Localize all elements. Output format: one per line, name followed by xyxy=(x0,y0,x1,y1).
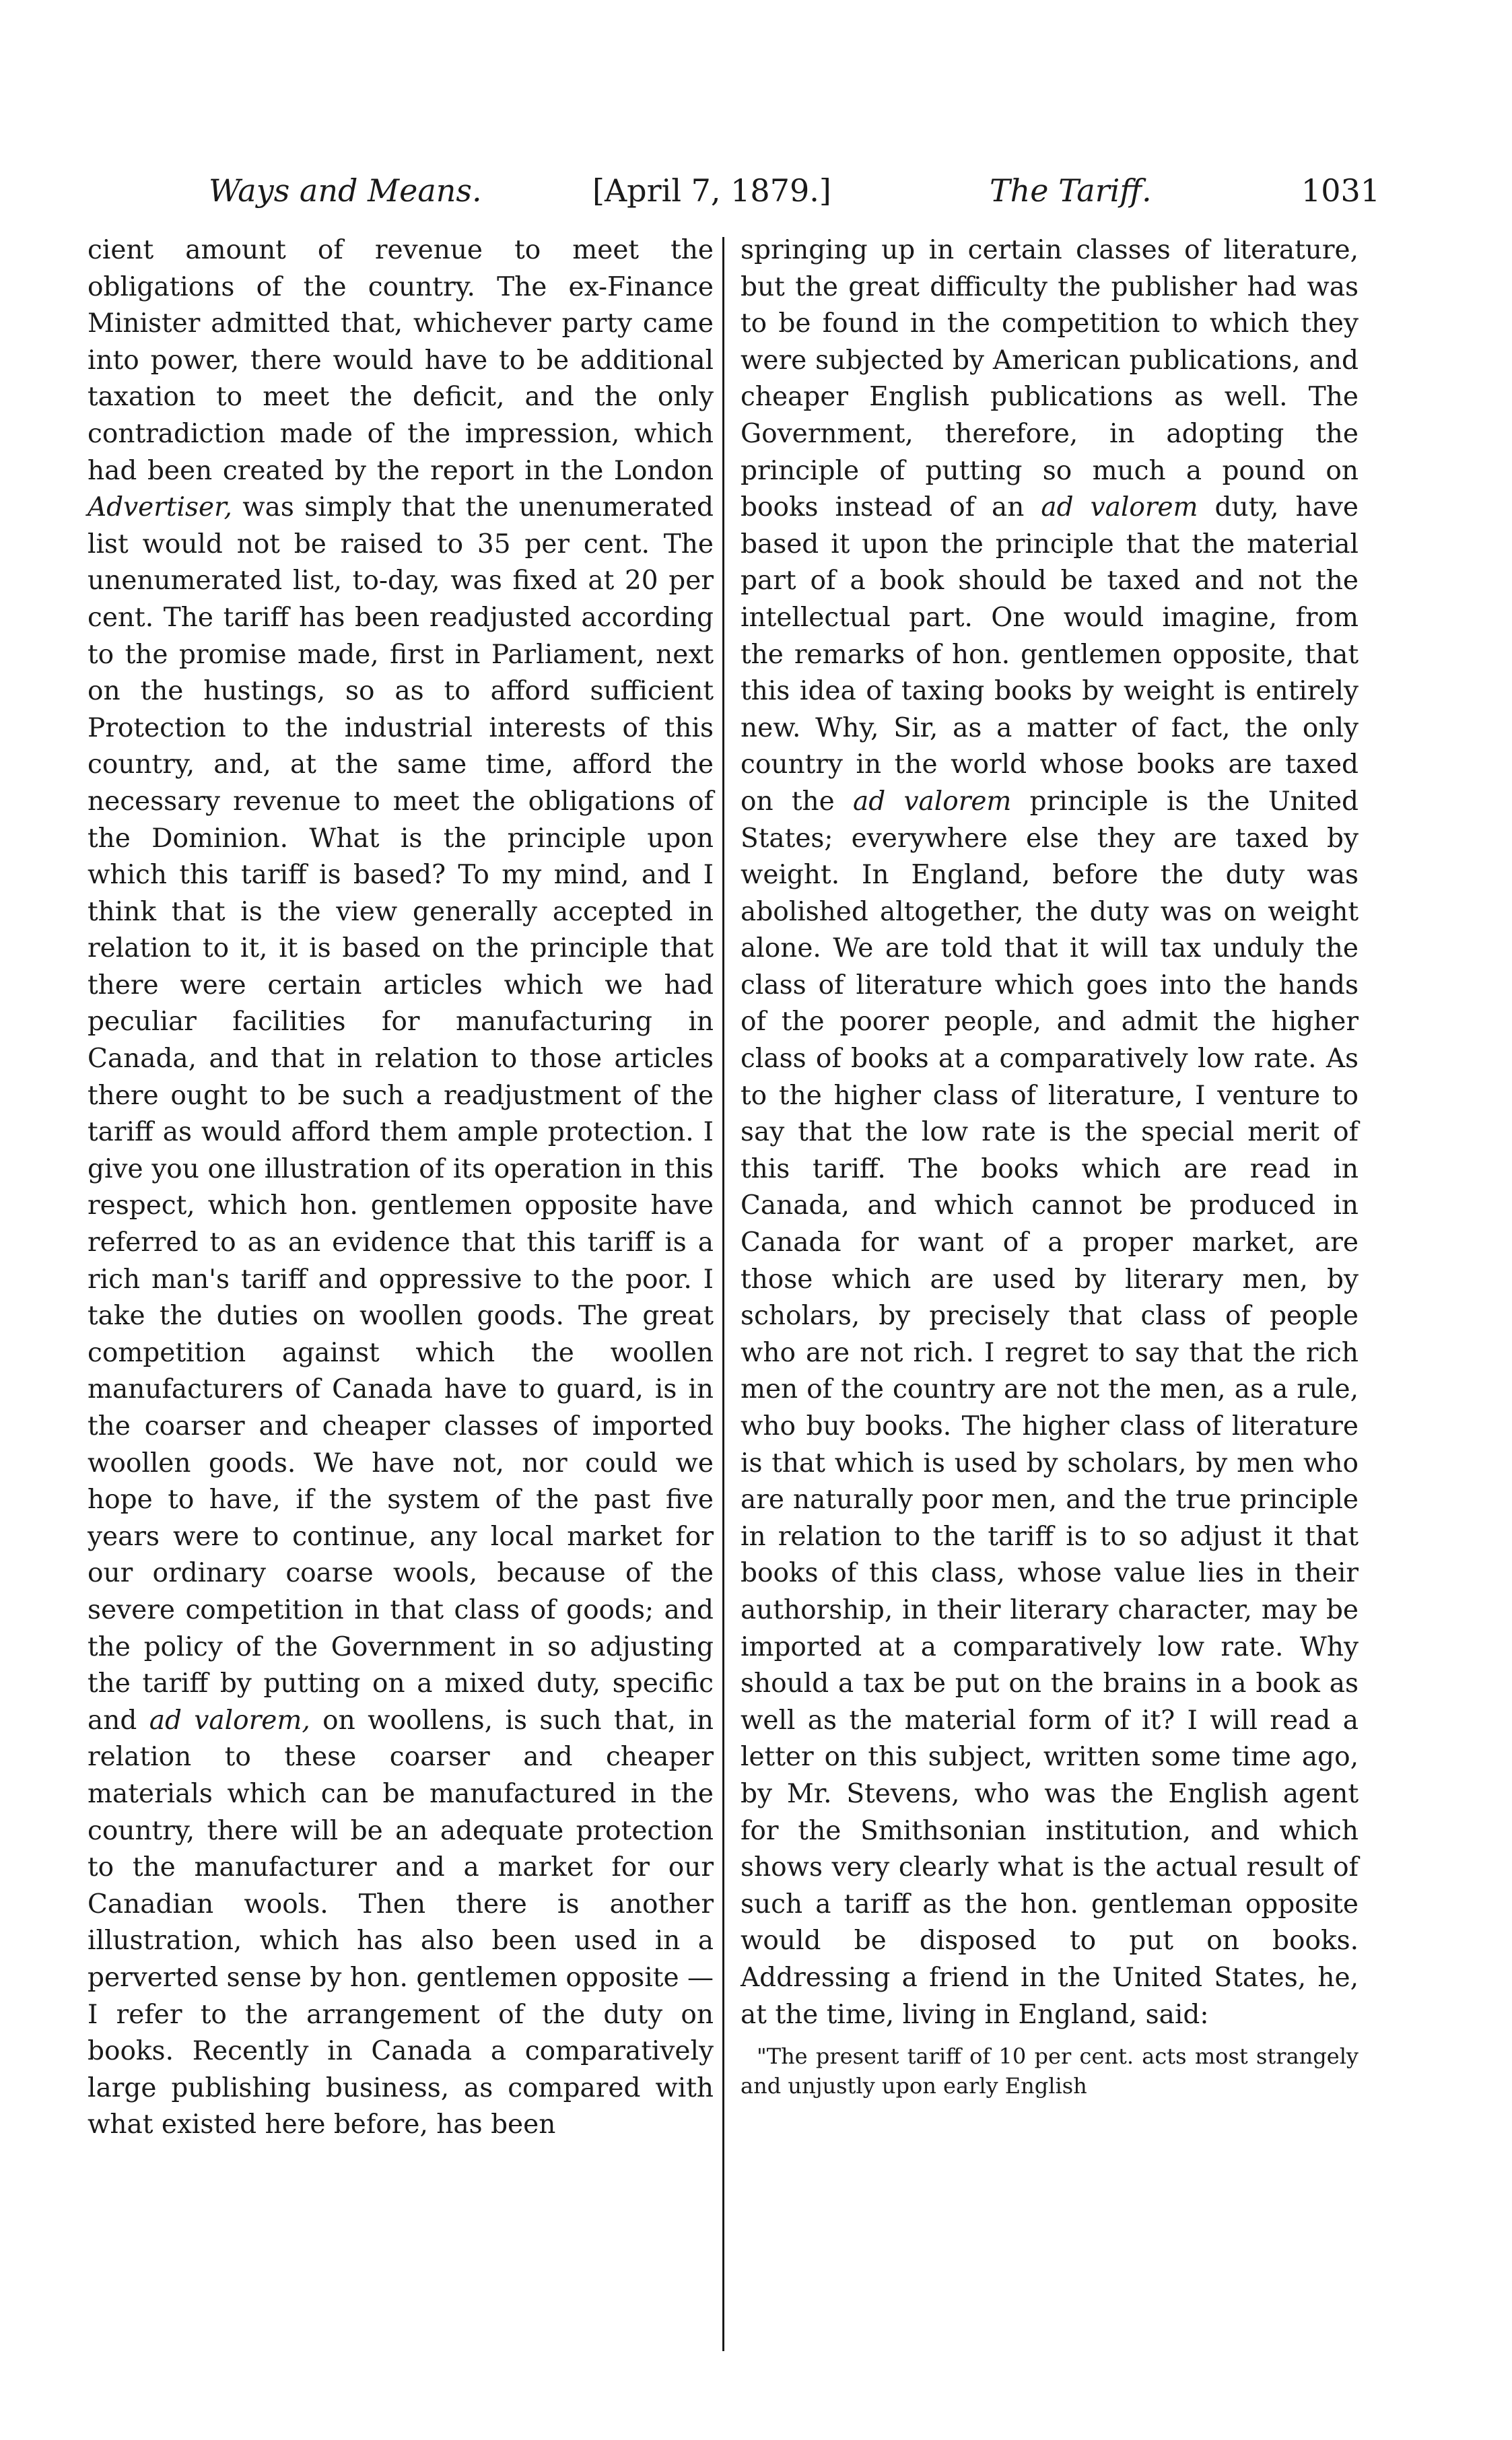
right-text-3: principle is the United States; everywhere else they are taxed by weight. In England, before the duty was abolished altogether, the duty was on weight alone. We are told that it will tax unduly the class of literature which goes into the hands of the poorer people, and admit the higher class of books at a comparatively low rate. As to the higher class of literature, I venture to say that the low rate is the special merit of this tariff. The books which are read in Canada, and which cannot be produced in Canada for want of a proper market, are those which are used by literary men, by scholars, by precisely that class of people who are not rich. I regret to say that the rich men of the country are not the men, as a rule, who buy books. The higher class of literature is that which is used by scholars, by men who are naturally poor men, and the true principle in relation to the tariff is to so adjust it that books of this class, whose value lies in their authorship, in their literary character, may be imported at a comparatively low rate. Why should a tax be put on the brains in a book as well as the material form of it? I will read a letter on this subject, written some time ago, by Mr. Stevens, who was the English agent for the Smithsonian institution, and which shows very clearly what is the actual result of such a tariff as the hon. gentleman opposite would be disposed to put on books. Addressing a friend in the United States, he, at the time, living in England, said: xyxy=(741,786,1359,2030)
right-paragraph xyxy=(741,232,1359,2033)
right-italic-2: ad valorem xyxy=(852,786,1012,817)
quoted-letter: "The present tariff of 10 per cent. acts most strangely and unjustly upon early English xyxy=(741,2043,1359,2099)
left-text-2: was simply that the unenumerated list would not be raised to 35 per cent. The unenumerated list, to-day, was fixed at 20 per cent. The tariff has been readjusted according to the promise made, first in Parliament, next on the hustings, so as to afford sufficient Protection to the industrial interests of this country, and, at the same time, afford the necessary revenue to meet the obligations of the Dominion. What is the principle upon which this tariff is based? To my mind, and I think that is the view generally accepted in relation to it, it is based on the principle that there were certain articles which we had peculiar facilities for manufacturing in Canada, and that in relation to those articles there ought to be such a readjustment of the tariff as would afford them ample protection. I give you one illustration of its operation in this respect, which hon. gentlemen opposite have referred to as an evidence that this tariff is a rich man's tariff and oppressive to the poor. I take the duties on woollen goods. The great competition against which the woollen manufacturers of Canada have to guard, is in the coarser and cheaper classes of imported woollen goods. We have not, nor could we hope to have, if the system of the past five years were to continue, any local market for our ordinary coarse wools, because of the severe competition in that class of goods; and the policy of the Government in so adjusting the tariff by putting on a mixed duty, specific and xyxy=(88,492,714,1736)
left-italic-1: Advertiser, xyxy=(88,492,232,523)
header-date: [April 7, 1879.] xyxy=(592,172,831,209)
left-paragraph xyxy=(88,232,714,2144)
left-italic-2: ad valorem, xyxy=(149,1705,310,1736)
right-italic-1: ad valorem xyxy=(1041,492,1198,523)
text-columns xyxy=(0,232,1512,2387)
header-topic: The Tariff. xyxy=(990,172,1152,209)
right-text-2: duty, have based it upon the principle that the material part of a book should be taxed and not the intellectual part. One would imagine, from the remarks of hon. gentlemen opposite, that this idea of taxing books by weight is entirely new. Why, Sir, as a matter of fact, the only country in the world whose books are taxed on the xyxy=(741,492,1359,817)
right-column xyxy=(741,232,1359,2101)
left-text-3: on woollens, is such that, in relation to these coarser and cheaper materials which can be manufactured in the country, there will be an adequate protection to the manufacturer and a market for our Canadian wools. Then there is another illustration, which has also been used in a perverted sense by hon. gentlemen opposite — I refer to the arrangement of the duty on books. Recently in Canada a comparatively large publishing business, as compared with what existed here before, has been xyxy=(88,1705,714,2140)
left-column xyxy=(88,232,714,2144)
header-section-title: Ways and Means. xyxy=(209,172,482,209)
right-text-1: springing up in certain classes of literature, but the great difficulty the publisher had was to be found in the competition to which they were subjected by American publications, and cheaper English publications as well. The Government, therefore, in adopting the principle of putting so much a pound on books instead of an xyxy=(741,235,1359,523)
left-text-1: cient amount of revenue to meet the obligations of the country. The ex-Finance Minister admitted that, whichever party came into power, there would have to be additional taxation to meet the deficit, and the only contradiction made of the impression, which had been created by the report in the London xyxy=(88,235,714,486)
running-head xyxy=(182,167,1380,214)
page-number: 1031 xyxy=(1301,172,1380,209)
